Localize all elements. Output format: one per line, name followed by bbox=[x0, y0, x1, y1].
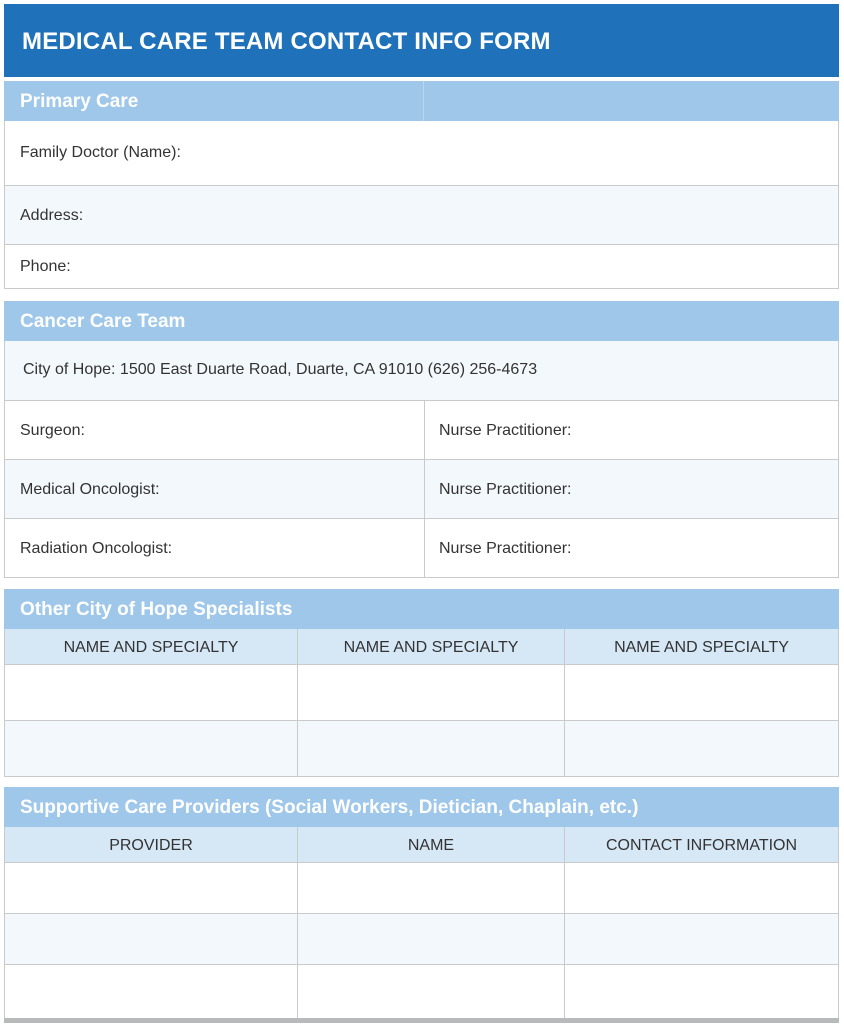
phone-label: Phone: bbox=[20, 258, 71, 275]
table-cell[interactable] bbox=[5, 914, 297, 964]
table-cell[interactable] bbox=[297, 721, 564, 776]
table-cell[interactable] bbox=[564, 965, 838, 1018]
radiation-oncologist-row[interactable] bbox=[5, 518, 838, 577]
column-header: NAME AND SPECIALTY bbox=[297, 629, 564, 666]
table-cell[interactable] bbox=[5, 721, 297, 776]
heading-divider bbox=[423, 81, 424, 121]
table-cell[interactable] bbox=[564, 914, 838, 964]
column-header-provider: PROVIDER bbox=[109, 837, 193, 854]
table-row bbox=[5, 720, 838, 776]
nurse-practitioner-label: Nurse Practitioner: bbox=[439, 540, 572, 557]
medical-oncologist-label: Medical Oncologist: bbox=[20, 481, 160, 498]
bottom-rule bbox=[4, 1018, 839, 1023]
column-header-name: NAME bbox=[297, 827, 564, 864]
nurse-practitioner-label: Nurse Practitioner: bbox=[439, 422, 572, 439]
table-cell[interactable] bbox=[564, 721, 838, 776]
supportive-care-heading-text: Supportive Care Providers (Social Workers, Dietician, Chaplain, etc.) bbox=[20, 797, 639, 818]
column-divider bbox=[424, 401, 425, 459]
table-cell[interactable] bbox=[564, 665, 838, 720]
table-cell[interactable] bbox=[297, 863, 564, 913]
table-cell[interactable] bbox=[297, 965, 564, 1018]
table-row bbox=[5, 862, 838, 913]
surgeon-label: Surgeon: bbox=[20, 422, 85, 439]
location-text: City of Hope: 1500 East Duarte Road, Duarte, CA 91010 (626) 256-4673 bbox=[23, 361, 538, 378]
specialists-heading-text: Other City of Hope Specialists bbox=[20, 599, 293, 620]
table-row bbox=[5, 664, 838, 720]
specialists-column-headers bbox=[5, 629, 838, 664]
column-header-contact: CONTACT INFORMATION bbox=[564, 827, 838, 864]
address-label: Address: bbox=[20, 207, 84, 224]
table-cell[interactable] bbox=[5, 665, 297, 720]
table-cell[interactable] bbox=[297, 914, 564, 964]
location-row bbox=[5, 341, 838, 400]
form-title: MEDICAL CARE TEAM CONTACT INFO FORM bbox=[4, 4, 839, 77]
primary-care-heading-text: Primary Care bbox=[20, 91, 139, 112]
cancer-care-section bbox=[4, 301, 839, 578]
primary-care-heading bbox=[4, 81, 839, 121]
table-cell[interactable] bbox=[564, 863, 838, 913]
family-doctor-label: Family Doctor (Name): bbox=[20, 144, 181, 161]
supportive-care-heading bbox=[4, 787, 839, 827]
family-doctor-field[interactable] bbox=[5, 121, 838, 185]
table-cell[interactable] bbox=[297, 665, 564, 720]
medical-oncologist-row[interactable] bbox=[5, 459, 838, 518]
address-field[interactable] bbox=[5, 185, 838, 244]
cancer-care-heading bbox=[4, 301, 839, 341]
supportive-care-section bbox=[4, 787, 839, 1019]
specialists-section bbox=[4, 589, 839, 777]
table-cell[interactable] bbox=[5, 863, 297, 913]
surgeon-row[interactable] bbox=[5, 400, 838, 459]
supportive-column-headers bbox=[5, 827, 838, 862]
nurse-practitioner-label: Nurse Practitioner: bbox=[439, 481, 572, 498]
specialists-heading bbox=[4, 589, 839, 629]
phone-field[interactable] bbox=[5, 244, 838, 288]
radiation-oncologist-label: Radiation Oncologist: bbox=[20, 540, 173, 557]
table-cell[interactable] bbox=[5, 965, 297, 1018]
column-divider bbox=[424, 519, 425, 577]
column-divider bbox=[424, 460, 425, 518]
table-row bbox=[5, 913, 838, 964]
column-header: NAME AND SPECIALTY bbox=[63, 639, 239, 656]
table-row bbox=[5, 964, 838, 1018]
cancer-care-heading-text: Cancer Care Team bbox=[20, 311, 186, 332]
column-header: NAME AND SPECIALTY bbox=[564, 629, 838, 666]
primary-care-section bbox=[4, 81, 839, 289]
